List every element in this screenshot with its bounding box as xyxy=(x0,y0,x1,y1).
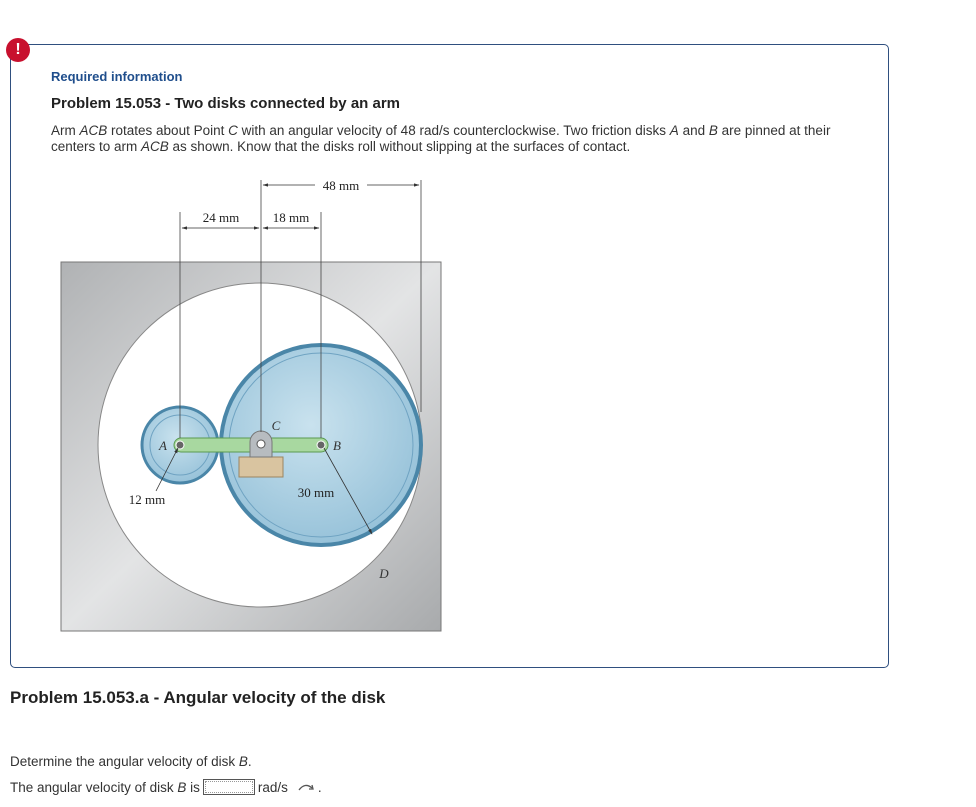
part-a-title: Problem 15.053.a - Angular velocity of the disk xyxy=(10,688,386,707)
angular-velocity-input[interactable] xyxy=(203,779,255,795)
pin-A xyxy=(176,441,184,449)
counterclockwise-icon xyxy=(297,780,315,795)
dim-30-label: 30 mm xyxy=(297,485,335,500)
pin-C xyxy=(257,440,265,448)
dim-12-label: 12 mm xyxy=(128,492,166,507)
label-D: D xyxy=(379,566,389,581)
answer-prefix: The angular velocity of disk B is xyxy=(10,779,200,795)
problem-title: Problem 15.053 - Two disks connected by an arm xyxy=(51,95,401,112)
dim-24-label: 24 mm xyxy=(202,210,240,225)
pivot-base xyxy=(239,457,283,477)
answer-unit: rad/s xyxy=(257,779,288,795)
dim-18-label: 18 mm xyxy=(272,210,310,225)
part-a-question: Determine the angular velocity of disk B. xyxy=(10,754,252,769)
pin-B xyxy=(317,441,325,449)
required-information-label: Required information xyxy=(51,69,183,84)
answer-end: . xyxy=(317,779,322,795)
disk-arm-figure xyxy=(40,170,480,645)
problem-description: Arm ACB rotates about Point C with an angular velocity of 48 rad/s counterclockwise. Two friction disks A and B are pinned at their centers to arm ACB as shown. Know that the disks roll without slipping at the surfaces of contact. xyxy=(51,123,831,154)
alert-icon: ! xyxy=(6,38,30,62)
label-C: C xyxy=(271,418,281,433)
label-A: A xyxy=(159,438,167,453)
answer-row xyxy=(10,779,322,795)
label-B: B xyxy=(333,438,341,453)
dim-48-label: 48 mm xyxy=(322,178,360,193)
